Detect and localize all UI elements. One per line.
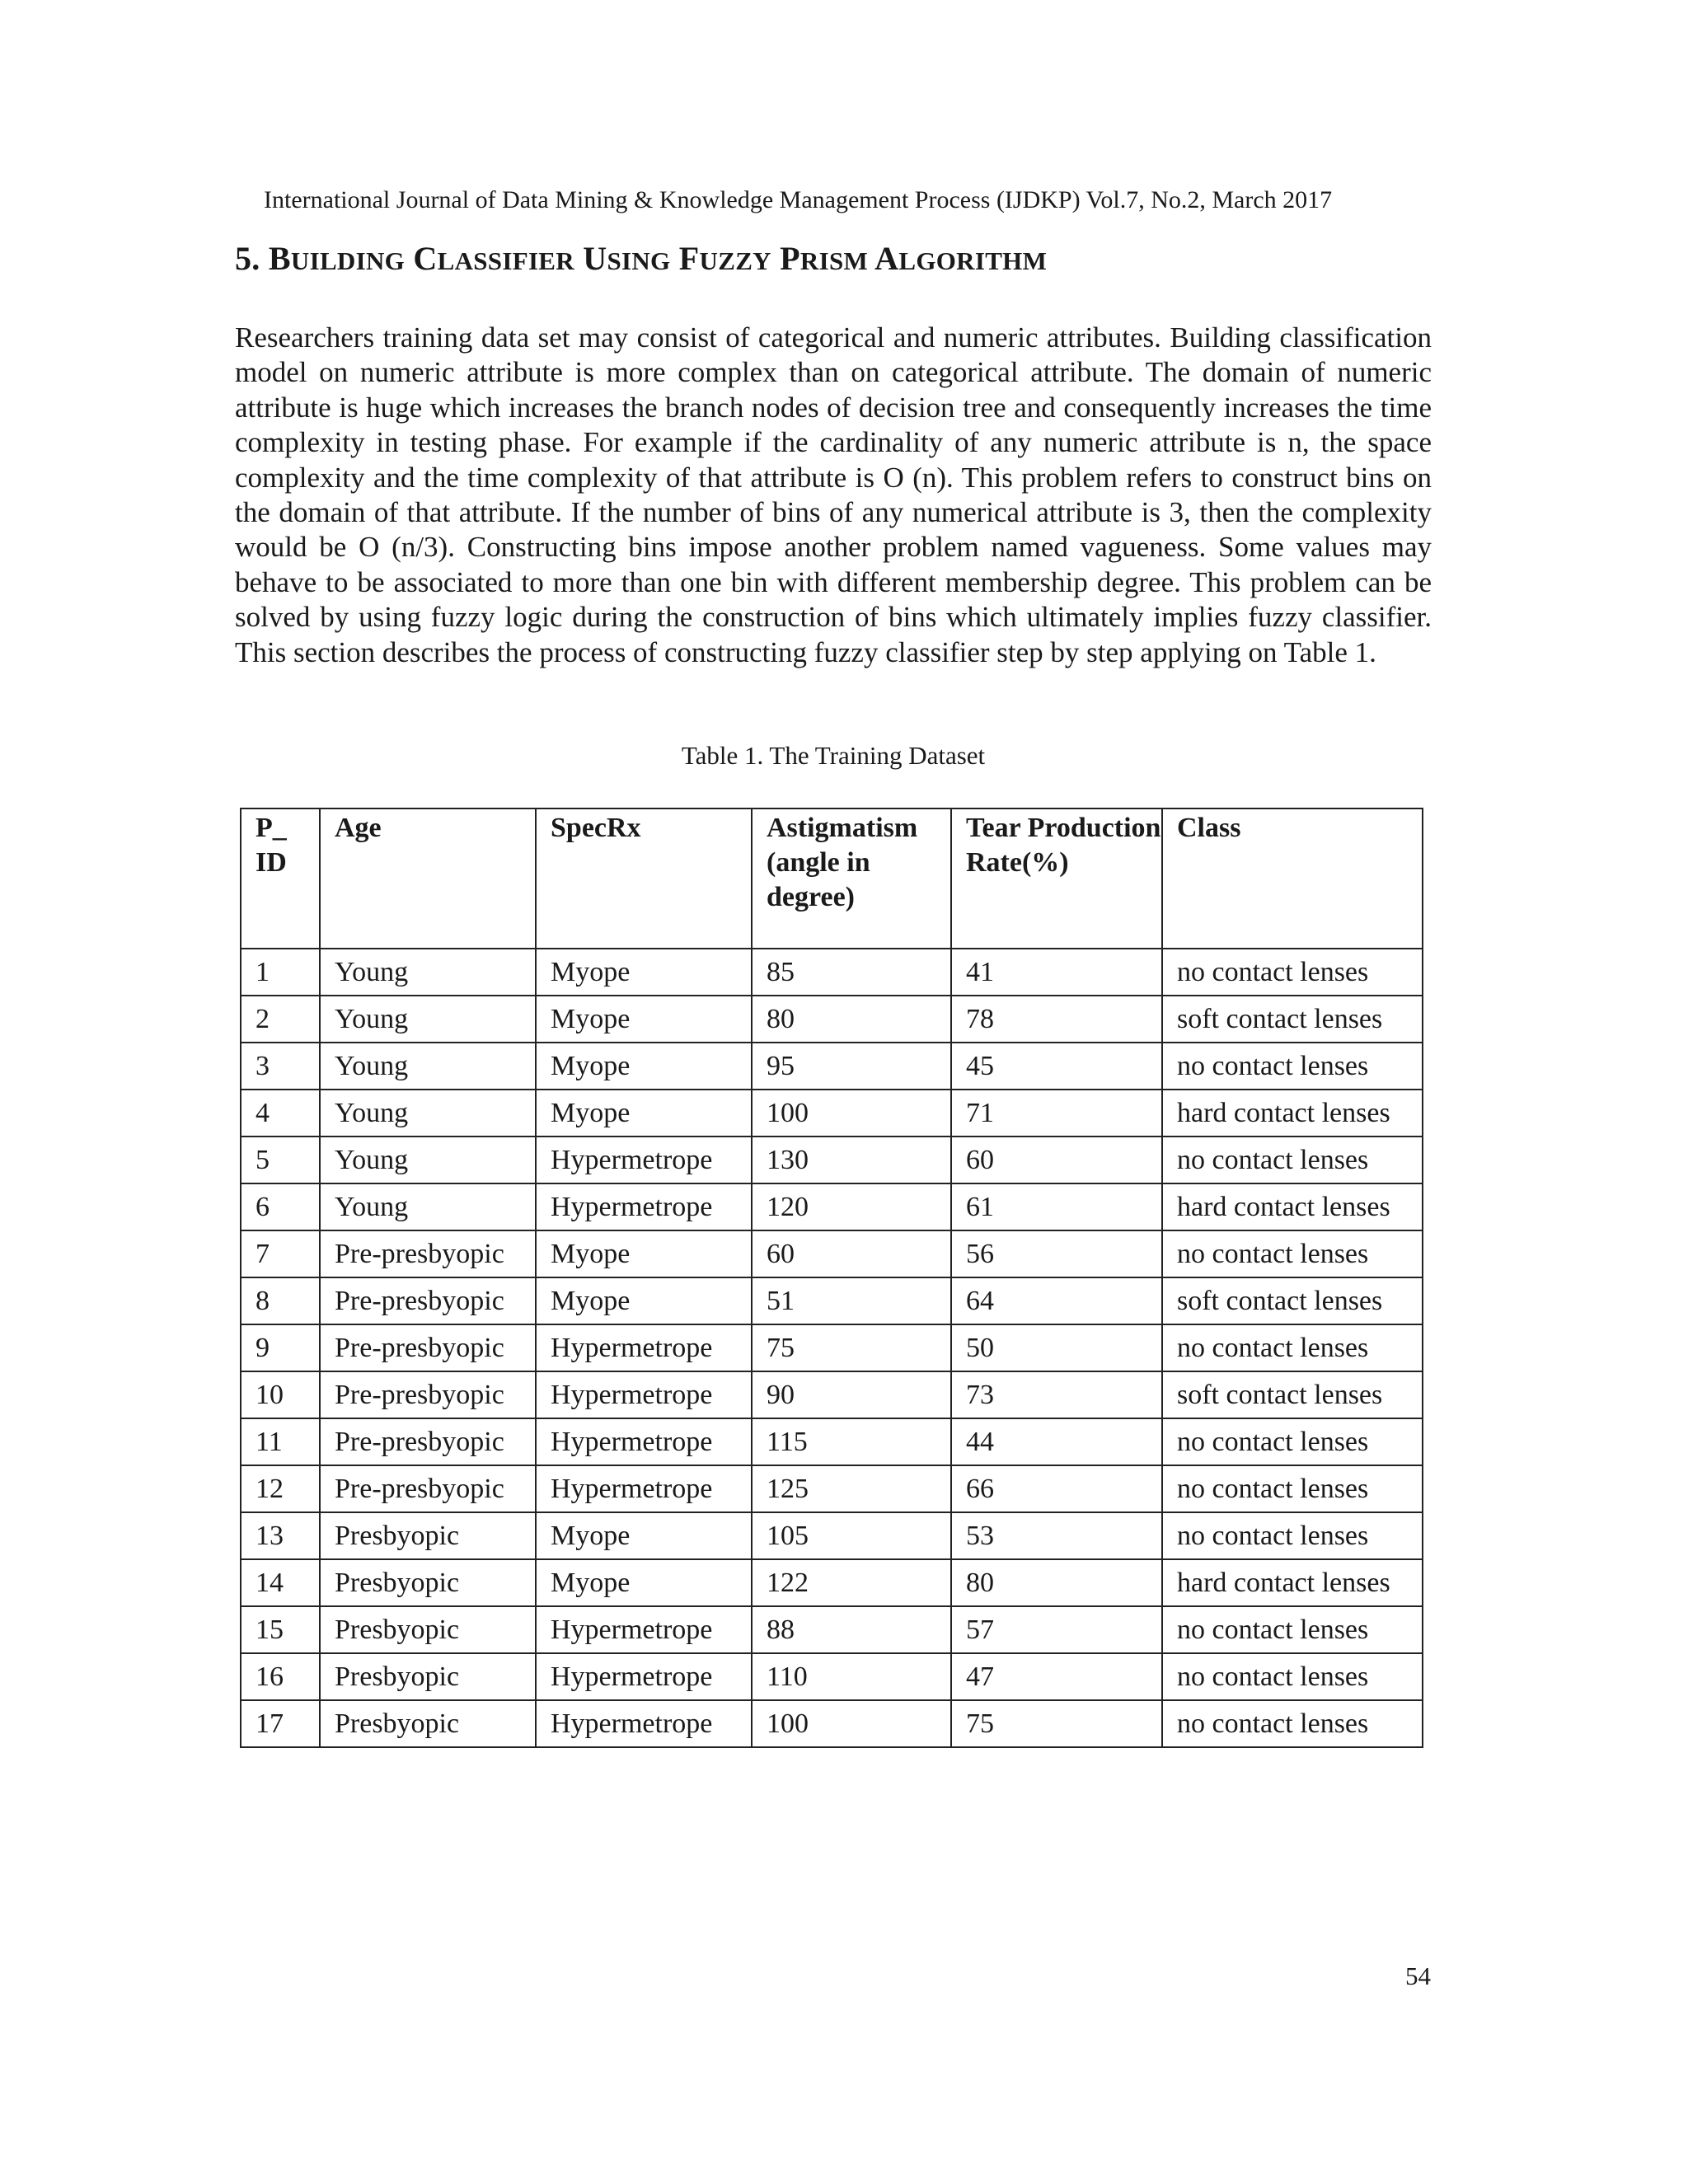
table-row: [241, 1090, 1423, 1137]
cell-age: Young: [320, 1137, 536, 1183]
cell-tear-production: 47: [951, 1653, 1162, 1700]
cell-pid: 9: [241, 1324, 320, 1371]
cell-astigmatism: 90: [752, 1371, 951, 1418]
cell-age: Young: [320, 949, 536, 996]
cell-specrx: Hypermetrope: [536, 1371, 752, 1418]
cell-age: Pre-presbyopic: [320, 1230, 536, 1277]
cell-tear-production: 64: [951, 1277, 1162, 1324]
cell-pid: 10: [241, 1371, 320, 1418]
cell-age: Pre-presbyopic: [320, 1371, 536, 1418]
cell-pid: 4: [241, 1090, 320, 1137]
cell-tear-production: 57: [951, 1606, 1162, 1653]
cell-age: Presbyopic: [320, 1512, 536, 1559]
table-row: [241, 1324, 1423, 1371]
cell-class: hard contact lenses: [1162, 1183, 1423, 1230]
table-row: [241, 1465, 1423, 1512]
cell-class: no contact lenses: [1162, 1230, 1423, 1277]
cell-specrx: Hypermetrope: [536, 1183, 752, 1230]
table-row: [241, 1559, 1423, 1606]
cell-astigmatism: 100: [752, 1700, 951, 1747]
cell-tear-production: 44: [951, 1418, 1162, 1465]
cell-specrx: Myope: [536, 949, 752, 996]
cell-age: Presbyopic: [320, 1653, 536, 1700]
cell-specrx: Myope: [536, 1230, 752, 1277]
column-header-pid: P_ ID: [241, 808, 320, 949]
cell-tear-production: 53: [951, 1512, 1162, 1559]
cell-pid: 3: [241, 1043, 320, 1090]
heading-word: FUZZY: [678, 240, 771, 277]
cell-specrx: Myope: [536, 1090, 752, 1137]
cell-age: Young: [320, 996, 536, 1043]
cell-pid: 15: [241, 1606, 320, 1653]
cell-class: no contact lenses: [1162, 1512, 1423, 1559]
cell-specrx: Hypermetrope: [536, 1465, 752, 1512]
cell-tear-production: 56: [951, 1230, 1162, 1277]
body-paragraph: Researchers training data set may consist of categorical and numeric attributes. Building classification model on numeric attribute is more complex than on categorical attribute. The domain of numeric attribute is huge which increases the branch nodes of decision tree and consequently increases the time complexity in testing phase. For example if the cardinality of any numeric attribute is n, the space complexity and the time complexity of that attribute is O (n). This problem refers to construct bins on the domain of that attribute. If the number of bins of any numerical attribute is 3, then the complexity would be O (n/3). Constructing bins impose another problem named vagueness. Some values may behave to be associated to more than one bin with different membership degree. This problem can be solved by using fuzzy logic during the construction of bins which ultimately implies fuzzy classifier. This section describes the process of constructing fuzzy classifier step by step applying on Table 1.: [235, 321, 1432, 668]
cell-pid: 1: [241, 949, 320, 996]
cell-class: no contact lenses: [1162, 1324, 1423, 1371]
cell-tear-production: 66: [951, 1465, 1162, 1512]
table-row: [241, 1653, 1423, 1700]
cell-age: Presbyopic: [320, 1606, 536, 1653]
cell-age: Young: [320, 1090, 536, 1137]
cell-specrx: Hypermetrope: [536, 1137, 752, 1183]
cell-astigmatism: 75: [752, 1324, 951, 1371]
table-row: [241, 1371, 1423, 1418]
table-row: [241, 1700, 1423, 1747]
cell-tear-production: 73: [951, 1371, 1162, 1418]
table-row: [241, 1183, 1423, 1230]
cell-class: no contact lenses: [1162, 1653, 1423, 1700]
table-row: [241, 1043, 1423, 1090]
cell-class: no contact lenses: [1162, 949, 1423, 996]
cell-astigmatism: 100: [752, 1090, 951, 1137]
cell-specrx: Hypermetrope: [536, 1418, 752, 1465]
cell-pid: 7: [241, 1230, 320, 1277]
cell-specrx: Hypermetrope: [536, 1606, 752, 1653]
cell-pid: 8: [241, 1277, 320, 1324]
column-header-tear-production: Tear Production Rate(%): [951, 808, 1162, 949]
training-dataset-table: [240, 808, 1423, 1748]
cell-class: no contact lenses: [1162, 1700, 1423, 1747]
column-header-age: Age: [320, 808, 536, 949]
cell-astigmatism: 60: [752, 1230, 951, 1277]
table-row: [241, 1137, 1423, 1183]
cell-astigmatism: 120: [752, 1183, 951, 1230]
cell-age: Presbyopic: [320, 1700, 536, 1747]
cell-tear-production: 80: [951, 1559, 1162, 1606]
cell-class: hard contact lenses: [1162, 1090, 1423, 1137]
cell-astigmatism: 130: [752, 1137, 951, 1183]
table-row: [241, 1277, 1423, 1324]
cell-astigmatism: 125: [752, 1465, 951, 1512]
cell-tear-production: 71: [951, 1090, 1162, 1137]
table-row: [241, 949, 1423, 996]
column-header-specrx: SpecRx: [536, 808, 752, 949]
column-header-class: Class: [1162, 808, 1423, 949]
cell-age: Young: [320, 1183, 536, 1230]
cell-specrx: Myope: [536, 996, 752, 1043]
cell-pid: 14: [241, 1559, 320, 1606]
cell-astigmatism: 88: [752, 1606, 951, 1653]
cell-class: soft contact lenses: [1162, 996, 1423, 1043]
cell-class: soft contact lenses: [1162, 1371, 1423, 1418]
cell-pid: 6: [241, 1183, 320, 1230]
cell-pid: 17: [241, 1700, 320, 1747]
cell-specrx: Hypermetrope: [536, 1700, 752, 1747]
table-caption: Table 1. The Training Dataset: [681, 741, 986, 770]
table-header-row: [241, 808, 1423, 949]
cell-pid: 12: [241, 1465, 320, 1512]
cell-astigmatism: 51: [752, 1277, 951, 1324]
cell-age: Pre-presbyopic: [320, 1418, 536, 1465]
cell-specrx: Hypermetrope: [536, 1324, 752, 1371]
cell-tear-production: 50: [951, 1324, 1162, 1371]
cell-age: Pre-presbyopic: [320, 1465, 536, 1512]
heading-word: ALGORITHM: [874, 240, 1048, 277]
heading-word: BUILDING: [268, 240, 406, 277]
cell-tear-production: 61: [951, 1183, 1162, 1230]
cell-specrx: Myope: [536, 1043, 752, 1090]
cell-specrx: Myope: [536, 1277, 752, 1324]
cell-class: no contact lenses: [1162, 1606, 1423, 1653]
section-number: 5.: [235, 240, 260, 277]
cell-astigmatism: 85: [752, 949, 951, 996]
column-header-astigmatism: Astigmatism (angle in degree): [752, 808, 951, 949]
cell-tear-production: 45: [951, 1043, 1162, 1090]
cell-astigmatism: 115: [752, 1418, 951, 1465]
cell-age: Pre-presbyopic: [320, 1277, 536, 1324]
cell-class: no contact lenses: [1162, 1418, 1423, 1465]
cell-astigmatism: 80: [752, 996, 951, 1043]
cell-pid: 2: [241, 996, 320, 1043]
table-row: [241, 996, 1423, 1043]
table-row: [241, 1418, 1423, 1465]
table-row: [241, 1512, 1423, 1559]
cell-specrx: Myope: [536, 1559, 752, 1606]
cell-astigmatism: 122: [752, 1559, 951, 1606]
table-body: [241, 949, 1423, 1747]
heading-word: PRISM: [780, 240, 869, 277]
cell-tear-production: 75: [951, 1700, 1162, 1747]
cell-class: hard contact lenses: [1162, 1559, 1423, 1606]
cell-specrx: Hypermetrope: [536, 1653, 752, 1700]
cell-age: Presbyopic: [320, 1559, 536, 1606]
cell-class: no contact lenses: [1162, 1043, 1423, 1090]
cell-astigmatism: 110: [752, 1653, 951, 1700]
cell-pid: 16: [241, 1653, 320, 1700]
cell-class: soft contact lenses: [1162, 1277, 1423, 1324]
cell-astigmatism: 95: [752, 1043, 951, 1090]
cell-pid: 13: [241, 1512, 320, 1559]
cell-tear-production: 41: [951, 949, 1162, 996]
cell-class: no contact lenses: [1162, 1137, 1423, 1183]
table-row: [241, 1606, 1423, 1653]
cell-tear-production: 60: [951, 1137, 1162, 1183]
cell-age: Pre-presbyopic: [320, 1324, 536, 1371]
page-number: 54: [1405, 1961, 1431, 1990]
cell-pid: 5: [241, 1137, 320, 1183]
section-heading: [235, 237, 1047, 283]
running-header: International Journal of Data Mining & Knowledge Management Process (IJDKP) Vol.7, No.2, March 2017: [264, 186, 1333, 213]
cell-age: Young: [320, 1043, 536, 1090]
cell-astigmatism: 105: [752, 1512, 951, 1559]
table-row: [241, 1230, 1423, 1277]
cell-tear-production: 78: [951, 996, 1162, 1043]
cell-pid: 11: [241, 1418, 320, 1465]
heading-word: CLASSIFIER: [413, 240, 574, 277]
cell-class: no contact lenses: [1162, 1465, 1423, 1512]
heading-word: USING: [583, 240, 671, 277]
cell-specrx: Myope: [536, 1512, 752, 1559]
